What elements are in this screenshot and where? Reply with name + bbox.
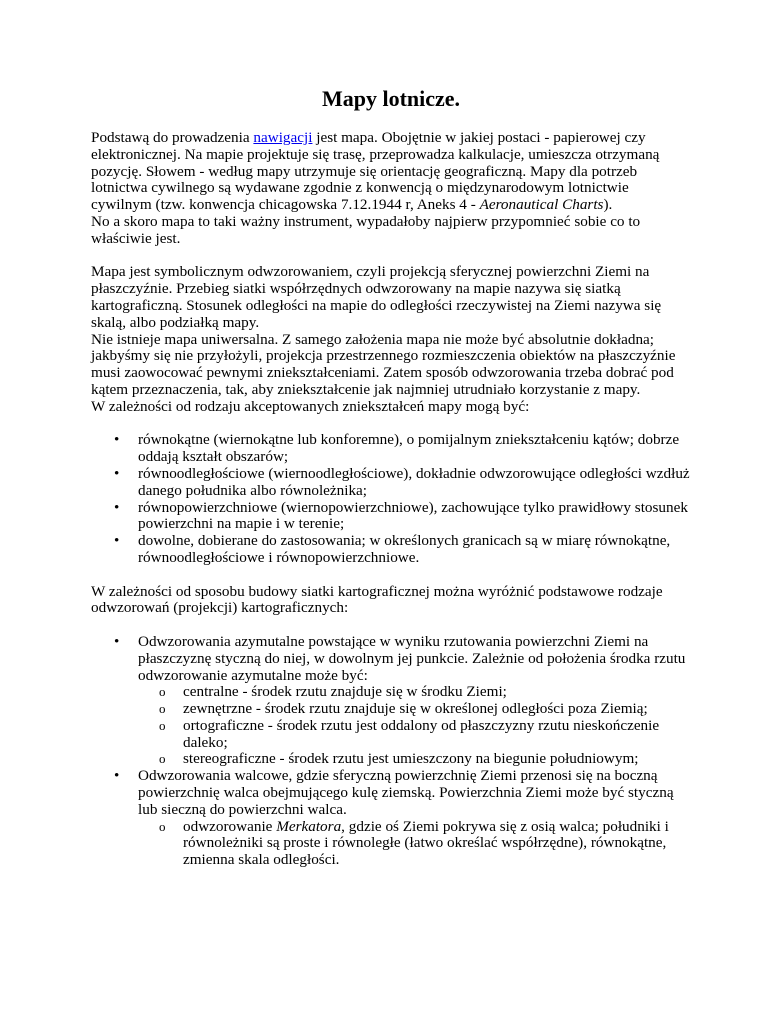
list-item: • równoodległościowe (wiernoodległościowe), dokładnie odwzorowujące odległości wzdłuż danego południka albo równoleżnika; xyxy=(114,464,690,499)
sublist-item: o zewnętrzne - środek rzutu znajduje się w określonej odległości poza Ziemią; xyxy=(159,700,648,718)
bullet-icon: • xyxy=(114,431,120,449)
bullet-icon: • xyxy=(114,767,120,785)
circle-bullet-icon: o xyxy=(159,818,166,834)
sublist-item: o odwzorowanie Merkatora, gdzie oś Ziemi pokrywa się z osią walca; południki i równoleżniki są proste i równoległe (łatwo określać współrzędne), równokątne, zmienna skala odległości. xyxy=(159,817,669,869)
spacer xyxy=(91,617,691,634)
spacer xyxy=(91,567,691,584)
intro-second-line: No a skoro mapa to taki ważny instrument, wypadałoby najpierw przypomnieć sobie co to właściwie jest. xyxy=(91,212,641,247)
circle-bullet-icon: o xyxy=(159,684,166,700)
projections-intro: W zależności od sposobu budowy siatki kartograficznej można wyróżnić podstawowe rodzaje odwzorowań (projekcji) kartograficznych: xyxy=(91,582,663,617)
map-definition-paragraph: Mapa jest symbolicznym odwzorowaniem, czyli projekcją sferycznej powierzchni Ziemi na płaszczyźnie. Przebieg siatki współrzędnych odwzorowany na mapie nazywa się siatką kartograficzną. Stosunek odległości na mapie do odległości rzeczywistej na Ziemi nazywa się skalą, albo podziałką mapy. xyxy=(91,263,662,331)
sublist-item: o ortograficzne - środek rzutu jest oddalony od płaszczyzny rzutu nieskończenie daleko; xyxy=(159,716,660,751)
list-item-cylindrical: • Odwzorowania walcowe, gdzie sferyczną powierzchnię Ziemi przenosi się na boczną powierzchnię walca obejmującego kulę ziemską. Powierzchnia Ziemi może być styczną lub sieczną do powierzchni walca. o odwzorowanie Merkatora, gdzie oś Ziemi pokrywa się z osią walca; południki i równoleżniki są proste i równoległe (łatwo określać współrzędne), równokątne, zmienna skala odległości. xyxy=(138,768,691,869)
list-item-azimuthal: • Odwzorowania azymutalne powstające w wyniku rzutowania powierzchni Ziemi na płaszczyznę styczną do niej, w dowolnym jej punkcie. Zależnie od położenia środka rzutu odwzorowanie azymutalne może być: o centralne - środek rzutu znajduje się w środku Ziemi; o zewnętrzne - środek rzutu znajduje się w określonej odległości poza Ziemią; o ortograficzne - środek rzutu jest oddalony od płaszczyzny rzutu nieskończenie daleko; o stereograficzne - środek rzutu jest umieszczony na biegunie południowym; xyxy=(138,634,691,768)
cylindrical-sublist xyxy=(138,819,691,869)
nawigacji-link[interactable]: nawigacji xyxy=(253,129,313,146)
circle-bullet-icon: o xyxy=(159,717,166,733)
list-item: • dowolne, dobierane do zastosowania; w określonych granicach są w miarę równokątne, równoodległościowe i równopowierzchniowe. xyxy=(114,532,671,566)
bullet-icon: • xyxy=(114,498,120,516)
no-universal-map-paragraph: Nie istnieje mapa uniwersalna. Z samego założenia mapa nie może być absolutnie dokładna; jakbyśmy się nie przyłożyli, projekcja przestrzennego rozmieszczenia obiektów na płaszczyźnie musi zaowocować pewnymi zniekształceniami. Zatem sposób odwzorowania trzeba dobrać pod kątem przeznaczenia, tak, aby zniekształcenie jak najmniej utrudniało korzystanie z mapy. xyxy=(91,330,676,398)
azimuthal-sublist xyxy=(138,684,691,768)
intro-paragraph: Podstawą do prowadzenia nawigacji jest mapa. Obojętnie w jakiej postaci - papierowej czy elektronicznej. Na mapie projektuje się trasę, przeprowadza kalkulacje, umieszcza otrzymaną pozycję. Słowem - według mapy utrzymuje się orientację geograficzną. Mapy dla potrzeb lotnictwa cywilnego są wydawane zgodnie z konwencją o międzynarodowym lotnictwie cywilnym (tzw. konwencja chicagowska 7.12.1944 r, Aneks 4 - Aeronautical Charts). xyxy=(91,129,660,214)
circle-bullet-icon: o xyxy=(159,751,166,767)
bullet-icon: • xyxy=(114,532,120,550)
list-item: • równokątne (wiernokątne lub konforemne), o pomijalnym zniekształceniu kątów; dobrze oddają kształt obszarów; xyxy=(114,431,680,466)
distortion-intro: W zależności od rodzaju akceptowanych zniekształceń mapy mogą być: xyxy=(91,397,530,415)
bullet-icon: • xyxy=(114,632,120,650)
page-title: Mapy lotnicze. xyxy=(321,86,461,111)
distortion-types-list xyxy=(91,432,691,566)
document-page xyxy=(91,86,691,869)
sublist-item: o stereograficzne - środek rzutu jest umieszczony na biegunie południowym; xyxy=(159,750,639,768)
list-item: • równopowierzchniowe (wiernopowierzchniowe), zachowujące tylko prawidłowy stosunek powierzchni na mapie i w terenie; xyxy=(114,498,688,533)
circle-bullet-icon: o xyxy=(159,701,166,717)
spacer xyxy=(91,248,691,265)
bullet-icon: • xyxy=(114,464,120,482)
spacer xyxy=(91,416,691,433)
projections-list xyxy=(91,634,691,869)
sublist-item: o centralne - środek rzutu znajduje się w środku Ziemi; xyxy=(159,683,507,701)
